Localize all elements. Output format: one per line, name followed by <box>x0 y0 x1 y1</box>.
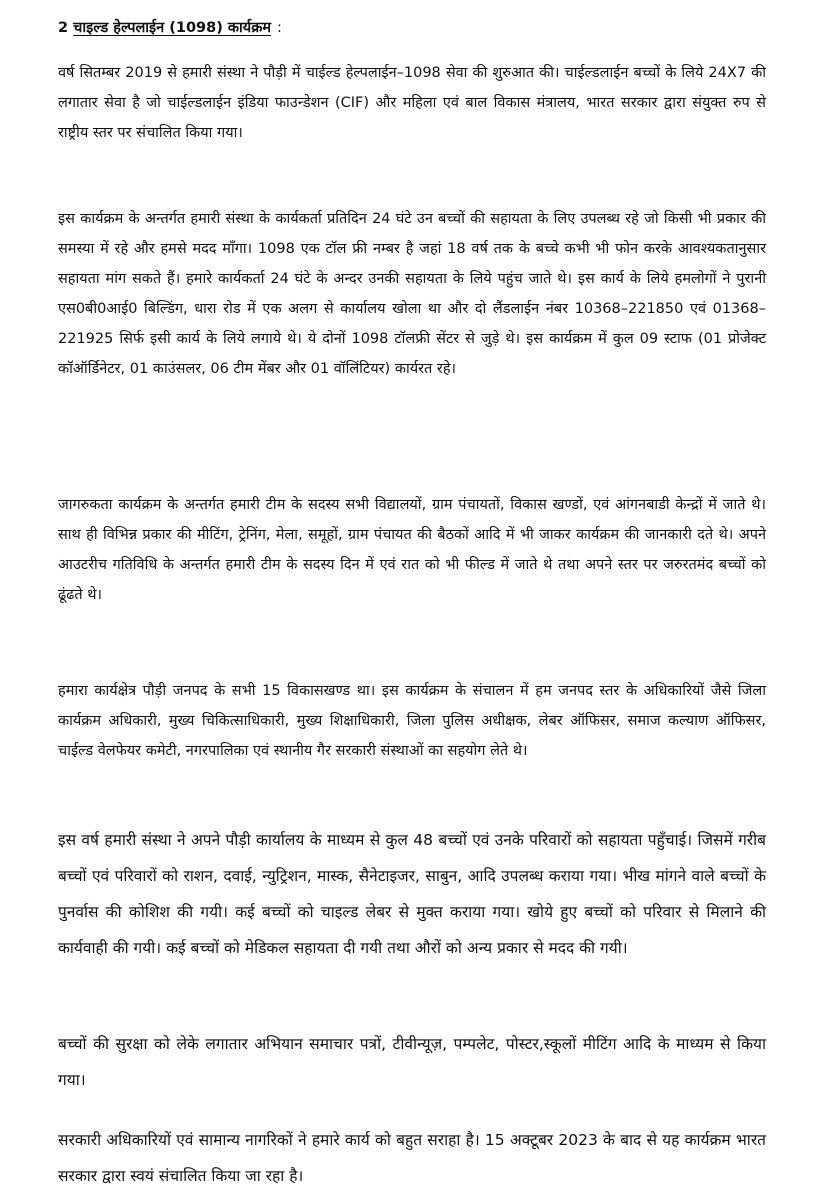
paragraph-appreciation: सरकारी अधिकारियों एवं सामान्य नागरिकों ने हमारे कार्य को बहुत सराहा है। 15 अक्टूबर 2023 के बाद से यह कार्यक्रम भारत सरकार द्वारा स्वयं संचालित किया जा रहा है। <box>58 1131 766 1185</box>
paragraph-safety-campaign: बच्चों की सुरक्षा को लेके लगातार अभियान समाचार पत्रों, टीवीन्यूज़, पम्पलेट, पोस्टर,स्कूलों मीटिंग आदि के माध्यम से किया गया। <box>58 1035 766 1089</box>
paragraph-program-details: इस कार्यक्रम के अन्तर्गत हमारी संस्था के कार्यकर्ता प्रतिदिन 24 घंटे उन बच्चों की सहायता के लिए उपलब्ध रहे जो किसी भी प्रकार की समस्या में रहे और हमसे मदद माँगा। 1098 एक टॉल फ्री नम्बर है जहां 18 वर्ष तक के बच्चे कभी भी फोन करके आवश्यकतानुसार सहायता मांग सकते हैं। हमारे कार्यकर्ता 24 घंटे के अन्दर उनकी सहायता के लिये पहुंच जाते थे। इस कार्य के लिये हमलोगों ने पुरानी एस0बी0आई0 बिल्डिंग, धारा रोड में एक अलग से कार्यालय खोला था और दो लैंडलाईन नंबर 10368–221850 एवं 01368–221925 सिर्फ इसी कार्य के लिये लगाये थे। ये दोनों 1098 टॉलफ्री सेंटर से जुड़े थे। इस कार्यक्रम में कुल 09 स्टाफ (01 प्रोजेक्ट कॉऑर्डिनेटर, 01 काउंसलर, 06 टीम मेंबर और 01 वॉलिंटियर) कार्यरत रहे। <box>58 211 766 377</box>
paragraph-awareness-program: जागरुकता कार्यक्रम के अन्तर्गत हमारी टीम के सदस्य सभी विद्यालयों, ग्राम पंचायतों, विकास खण्डों, एवं आंगनबाडी केन्द्रों में जाते थे। साथ ही विभिन्न प्रकार की मीटिंग, ट्रेनिंग, मेला, समूहों, ग्राम पंचायत की बैठकों आदि में भी जाकर कार्यक्रम की जानकारी दते थे। अपने आउटरीच गतिविधि के अन्तर्गत हमारी टीम के सदस्य दिन में एवं रात को भी फील्ड में जाते थे तथा अपने स्तर पर जरुरतमंद बच्चों को ढूंढते थे। <box>58 497 766 603</box>
section-colon: : <box>277 20 282 36</box>
section-number: 2 <box>58 20 69 36</box>
paragraph-assistance-provided: इस वर्ष हमारी संस्था ने अपने पौड़ी कार्यालय के माध्यम से कुल 48 बच्चों एवं उनके परिवारों को सहायता पहुँचाई। जिसमें गरीब बच्चों एवं परिवारों को राशन, दवाई, न्युट्रिशन, मास्क, सैनेटाइजर, साबुन, आदि उपलब्ध कराया गया। भीख मांगने वाले बच्चों के पुनर्वास की कोशिश की गयी। कई बच्चों को चाइल्ड लेबर से मुक्त कराया गया। खोये हुए बच्चों को परिवार से मिलाने की कार्यवाही की गयी। कई बच्चों को मेडिकल सहायता दी गयी तथा औरों को अन्य प्रकार से मदद की गयी। <box>58 831 766 957</box>
paragraph-introduction: वर्ष सितम्बर 2019 से हमारी संस्था ने पौड़ी में चाईल्ड हेल्पलाईन–1098 सेवा की शुरुआत की। चाईल्डलाईन बच्चों के लिये 24X7 की लगातार सेवा है जो चाईल्डलाईन इंडिया फाउन्डेशन (CIF) और महिला एवं बाल विकास मंत्रालय, भारत सरकार द्वारा संयुक्त रुप से राष्ट्रीय स्तर पर संचालित किया गया। <box>58 65 766 141</box>
section-heading <box>58 16 282 40</box>
section-title: चाइल्ड हेल्पलाईन (1098) कार्यक्रम <box>73 20 272 36</box>
paragraph-work-area: हमारा कार्यक्षेत्र पौड़ी जनपद के सभी 15 विकासखण्ड था। इस कार्यक्रम के संचालन में हम जनपद स्तर के अधिकारियों जैसे जिला कार्यक्रम अधिकारी, मुख्य चिकित्साधिकारी, मुख्य शिक्षाधिकारी, जिला पुलिस अधीक्षक, लेबर ऑफिसर, समाज कल्याण ऑफिसर, चाईल्ड वेलफेयर कमेटी, नगरपालिका एवं स्थानीय गैर सरकारी संस्थाओं का सहयोग लेते थे। <box>58 683 766 759</box>
